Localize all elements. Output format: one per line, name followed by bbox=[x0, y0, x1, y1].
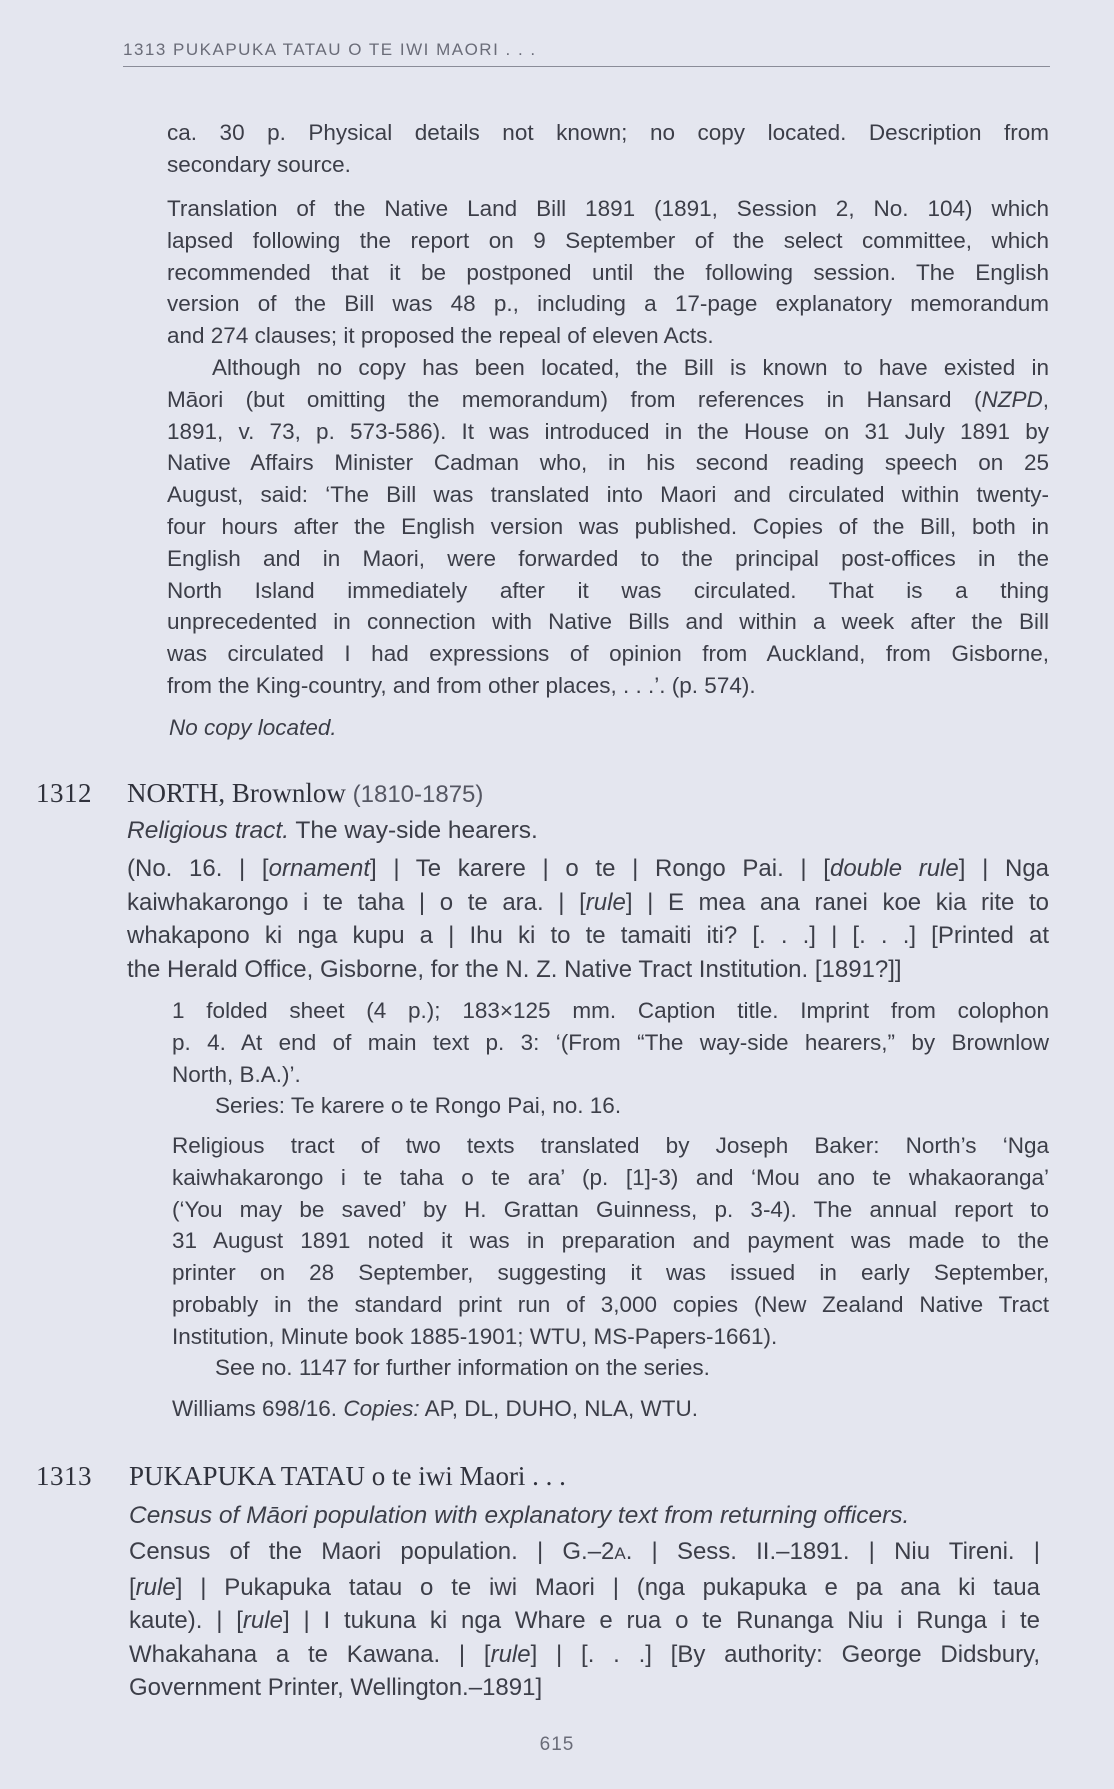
text-run: Whakahana a te Kawana. | [ bbox=[129, 1640, 491, 1668]
text-line: ca. 30 p. Physical details not known; no copy located. Description from bbox=[167, 120, 1049, 145]
text-run: kaute). | [ bbox=[129, 1607, 243, 1634]
text-run: (No. 16. | [ bbox=[127, 855, 269, 882]
transcription-line bbox=[127, 886, 1049, 920]
series-statement: Series: Te karere o te Rongo Pai, no. 16. bbox=[215, 1093, 622, 1118]
physical-description bbox=[172, 995, 1049, 1090]
text-line: Although no copy has been located, the Bill is known to have existed in bbox=[212, 355, 1049, 380]
text-line: 1891, v. 73, p. 573-586). It was introduced in the House on 31 July 1891 by bbox=[167, 418, 1049, 444]
entry-number: 1313 bbox=[36, 1461, 92, 1491]
text-line: Religious tract of two texts translated by Joseph Baker: North’s ‘Nga bbox=[172, 1133, 1049, 1158]
text-line: and 274 clauses; it proposed the repeal of eleven Acts. bbox=[167, 323, 714, 349]
text-line: 1 folded sheet (4 p.); 183×125 mm. Caption title. Imprint from colophon bbox=[172, 998, 1049, 1023]
transcription-line bbox=[129, 1604, 1040, 1638]
prev-translation-note bbox=[167, 193, 1049, 352]
text-line: North, B.A.)’. bbox=[172, 1061, 301, 1087]
title-rest: The way-side hearers. bbox=[289, 817, 538, 844]
text-run: ] | I tukuna ki nga Whare e rua o te Runanga Niu i Runga i te bbox=[282, 1607, 1041, 1634]
text-run: the Herald Office, Gisborne, for the N. Z. Native Tract Institution. [1891?]] bbox=[127, 955, 902, 983]
text-line: unprecedented in connection with Native Bills and within a week after the Bill bbox=[167, 609, 1049, 635]
nzpd-citation: NZPD bbox=[981, 386, 1043, 412]
copies-label: Copies: bbox=[343, 1396, 420, 1421]
text-line: English and in Maori, were forwarded to the principal post-offices in the bbox=[167, 545, 1049, 571]
text-line: August, said: ‘The Bill was translated into Maori and circulated within twenty- bbox=[167, 482, 1049, 508]
transcription-line bbox=[129, 1571, 1040, 1605]
text-run: Government Printer, Wellington.–1891] bbox=[129, 1674, 543, 1701]
entry-heading bbox=[127, 778, 483, 809]
text-run: Māori (but omitting the memorandum) from references in Hansard ( bbox=[167, 386, 982, 412]
text-line: secondary source. bbox=[167, 151, 351, 177]
entry-number: 1312 bbox=[36, 778, 92, 808]
running-head: 1313 PUKAPUKA TATAU O TE IWI MAORI . . . bbox=[123, 40, 1050, 67]
text-line: 31 August 1891 noted it was in preparation and payment was made to the bbox=[172, 1228, 1049, 1254]
text-line: North Island immediately after it was circulated. That is a thing bbox=[167, 577, 1049, 603]
text-line: (‘You may be saved’ by H. Grattan Guinness, p. 3-4). The annual report to bbox=[172, 1196, 1049, 1222]
title-transcription bbox=[127, 852, 1049, 986]
text-run: , bbox=[1042, 386, 1049, 412]
title-transcription bbox=[129, 1535, 1040, 1705]
text-line: recommended that it be postponed until the following session. The English bbox=[167, 259, 1049, 285]
no-copy-note: No copy located. bbox=[169, 715, 337, 740]
text-line: kaiwhakarongo i te taha o te ara’ (p. [1]-3) and ‘Mou ano te whakaoranga’ bbox=[172, 1164, 1049, 1190]
text-line: p. 4. At end of main text p. 3: ‘(From “The way-side hearers,” by Brownlow bbox=[172, 1029, 1049, 1055]
transcription-line bbox=[127, 852, 1049, 886]
title-italic: Religious tract. bbox=[127, 817, 290, 844]
transcription-line bbox=[129, 1535, 1040, 1571]
author-name: NORTH, Brownlow bbox=[127, 778, 346, 808]
transcription-line bbox=[127, 919, 1049, 953]
entry-heading: PUKAPUKA TATAU o te iwi Maori . . . bbox=[129, 1461, 566, 1491]
text-run: whakapono ki nga kupu a | Ihu ki to te tamaiti iti? [. . .] | [. . .] [Printed at bbox=[127, 922, 1049, 949]
williams-ref: Williams 698/16. bbox=[172, 1396, 338, 1421]
text-run: ] | [. . .] [By authority: George Didsbury, bbox=[530, 1640, 1040, 1668]
text-line: version of the Bill was 48 p., including a 17-page explanatory memorandum bbox=[167, 291, 1049, 317]
entry-title: Census of Māori population with explanatory text from returning officers. bbox=[129, 1502, 910, 1529]
text-line: was circulated I had expressions of opinion from Auckland, from Gisborne, bbox=[167, 641, 1049, 667]
text-run: ] | Te karere | o te | Rongo Pai. | [ bbox=[370, 855, 830, 882]
text-line: Institution, Minute book 1885-1901; WTU, MS-Papers-1661). bbox=[172, 1323, 778, 1349]
references bbox=[172, 1393, 698, 1425]
prev-physical-description bbox=[167, 117, 1049, 181]
text-run: kaiwhakarongo i te taha | o te ara. | [ bbox=[127, 888, 586, 916]
italic-run: ornament bbox=[268, 855, 370, 882]
transcription-line bbox=[127, 953, 1049, 987]
text-line: from the King-country, and from other places, . . .’. (p. 574). bbox=[167, 672, 756, 698]
italic-run: rule bbox=[585, 888, 626, 916]
text-run: ] | Pukapuka tatau o te iwi Maori | (nga pukapuka e pa ana ki taua bbox=[175, 1573, 1040, 1601]
text-run: Census of the Maori population. | G.–2 bbox=[129, 1538, 615, 1565]
text-run: ] | Nga bbox=[958, 855, 1050, 882]
entry-title bbox=[127, 815, 538, 847]
copies-list: AP, DL, DUHO, NLA, WTU. bbox=[419, 1396, 699, 1421]
transcription-line bbox=[129, 1638, 1040, 1672]
prev-although-note bbox=[167, 352, 1049, 702]
text-line: printer on 28 September, suggesting it was issued in early September, bbox=[172, 1260, 1049, 1286]
text-run: ] | E mea ana ranei koe kia rite to bbox=[625, 888, 1050, 916]
transcription-line bbox=[129, 1671, 1040, 1705]
text-line: probably in the standard print run of 3,000 copies (New Zealand Native Tract bbox=[172, 1291, 1049, 1317]
text-line: four hours after the English version was published. Copies of the Bill, both in bbox=[167, 513, 1049, 539]
italic-run: rule bbox=[242, 1607, 283, 1634]
entry-note bbox=[172, 1130, 1049, 1353]
italic-run: rule bbox=[135, 1573, 176, 1601]
text-line: lapsed following the report on 9 September of the select committee, which bbox=[167, 227, 1049, 253]
text-line bbox=[167, 384, 1049, 416]
text-run: [ bbox=[129, 1573, 136, 1601]
text-line: Native Affairs Minister Cadman who, in his second reading speech on 25 bbox=[167, 450, 1049, 476]
italic-run: double rule bbox=[829, 855, 959, 882]
author-dates: (1810-1875) bbox=[352, 781, 484, 808]
text-line: Translation of the Native Land Bill 1891 (1891, Session 2, No. 104) which bbox=[167, 196, 1049, 221]
page-number: 615 bbox=[539, 1734, 575, 1755]
italic-run: rule bbox=[490, 1640, 531, 1668]
see-also: See no. 1147 for further information on the series. bbox=[215, 1355, 710, 1380]
text-run: . | Sess. II.–1891. | Niu Tireni. | bbox=[625, 1538, 1040, 1565]
text-run: A bbox=[614, 1544, 626, 1563]
